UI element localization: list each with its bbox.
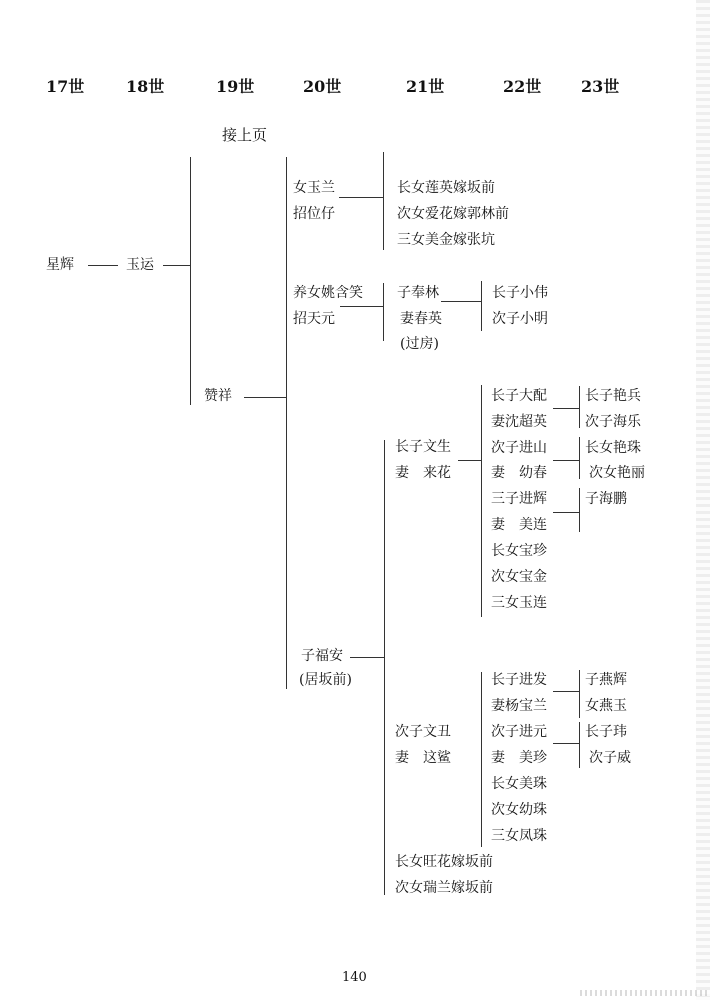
son-haipeng: 子海鹏 <box>585 491 627 507</box>
daughter-wanghua: 长女旺花嫁坂前 <box>395 854 493 870</box>
residence-note: (居坂前) <box>299 672 352 688</box>
connector-line <box>163 265 190 266</box>
gen-19-header: 19世 <box>216 77 255 96</box>
wife-chunying: 妻春英 <box>400 311 442 327</box>
bracket-line <box>579 437 580 479</box>
daughter-ruilan: 次女瑞兰嫁坂前 <box>395 880 493 896</box>
connector-line <box>553 512 579 513</box>
connector-line <box>340 306 383 307</box>
person-xinghui: 星辉 <box>46 257 74 273</box>
son-jinhui: 三子进辉 <box>491 491 547 507</box>
bracket-line <box>383 152 384 250</box>
daughter-meijin: 三女美金嫁张坑 <box>397 232 495 248</box>
adoption-note: (过房) <box>400 336 439 352</box>
daughter-yanli: 次女艳丽 <box>589 465 645 481</box>
daughter-yanyu: 女燕玉 <box>585 698 627 714</box>
gen-20-header: 20世 <box>303 77 342 96</box>
continued-note: 接上页 <box>222 126 268 144</box>
spouse-weizai: 招位仔 <box>293 206 335 222</box>
connector-line <box>553 743 579 744</box>
son-xiaowei: 长子小伟 <box>492 285 548 301</box>
bracket-line <box>579 386 580 428</box>
person-yulan: 女玉兰 <box>293 180 335 196</box>
connector-line <box>441 301 481 302</box>
gen-21-header: 21世 <box>406 77 445 96</box>
daughter-meizhu: 长女美珠 <box>491 776 547 792</box>
person-yao-hanxiao: 养女姚含笑 <box>293 285 363 301</box>
daughter-youzhu: 次女幼珠 <box>491 802 547 818</box>
son-haile: 次子海乐 <box>585 414 641 430</box>
bracket-line <box>481 281 482 331</box>
wife-youchun: 妻 幼春 <box>491 465 547 481</box>
connector-line <box>350 657 384 658</box>
son-yanhui: 子燕辉 <box>585 672 627 688</box>
wife-meizhen: 妻 美珍 <box>491 750 547 766</box>
daughter-baojin: 次女宝金 <box>491 569 547 585</box>
person-zanxiang: 赞祥 <box>204 388 232 404</box>
wife-laihua: 妻 来花 <box>395 465 451 481</box>
son-fenglin: 子奉林 <box>397 285 439 301</box>
bracket-line <box>190 157 191 405</box>
wife-yang-baolan: 妻杨宝兰 <box>491 698 547 714</box>
son-jinfa: 长子进发 <box>491 672 547 688</box>
son-dapei: 长子大配 <box>491 388 547 404</box>
connector-line <box>458 460 481 461</box>
son-yanbing: 长子艳兵 <box>585 388 641 404</box>
bracket-line <box>481 385 482 617</box>
daughter-fengzhu: 三女凤珠 <box>491 828 547 844</box>
gen-17-header: 17世 <box>46 77 85 96</box>
spouse-tianyuan: 招天元 <box>293 311 335 327</box>
person-yuyun: 玉运 <box>126 257 154 273</box>
gen-22-header: 22世 <box>503 77 542 96</box>
son-wenchou: 次子文丑 <box>395 724 451 740</box>
bracket-line <box>579 488 580 532</box>
gen-23-header: 23世 <box>581 77 620 96</box>
son-xiaoming: 次子小明 <box>492 311 548 327</box>
wife-zhesha: 妻 这鲨 <box>395 750 451 766</box>
son-wei-jade: 长子玮 <box>585 724 627 740</box>
daughter-yulian: 三女玉连 <box>491 595 547 611</box>
page-number: 140 <box>342 970 367 985</box>
son-wei-might: 次子威 <box>589 750 631 766</box>
connector-line <box>553 460 579 461</box>
daughter-baozhen: 长女宝珍 <box>491 543 547 559</box>
scan-edge-shadow <box>696 0 710 1000</box>
gen-18-header: 18世 <box>126 77 165 96</box>
son-jinyuan: 次子进元 <box>491 724 547 740</box>
son-fuan: 子福安 <box>301 648 343 664</box>
bracket-line <box>579 670 580 718</box>
connector-line <box>553 408 579 409</box>
son-jinshan: 次子进山 <box>491 440 547 456</box>
daughter-lianying: 长女莲英嫁坂前 <box>397 180 495 196</box>
bracket-line <box>579 722 580 768</box>
connector-line <box>339 197 383 198</box>
wife-chaoying: 妻沈超英 <box>491 414 547 430</box>
connector-line <box>244 397 286 398</box>
connector-line <box>88 265 118 266</box>
scan-bottom-artifact <box>580 990 710 996</box>
bracket-line <box>481 672 482 847</box>
wife-meilian: 妻 美连 <box>491 517 547 533</box>
daughter-yanzhu: 长女艳珠 <box>585 440 641 456</box>
daughter-aihua: 次女爱花嫁郭林前 <box>397 206 509 222</box>
bracket-line <box>384 440 385 895</box>
bracket-line <box>383 283 384 341</box>
son-wensheng: 长子文生 <box>395 439 451 455</box>
connector-line <box>553 691 579 692</box>
bracket-line <box>286 157 287 689</box>
